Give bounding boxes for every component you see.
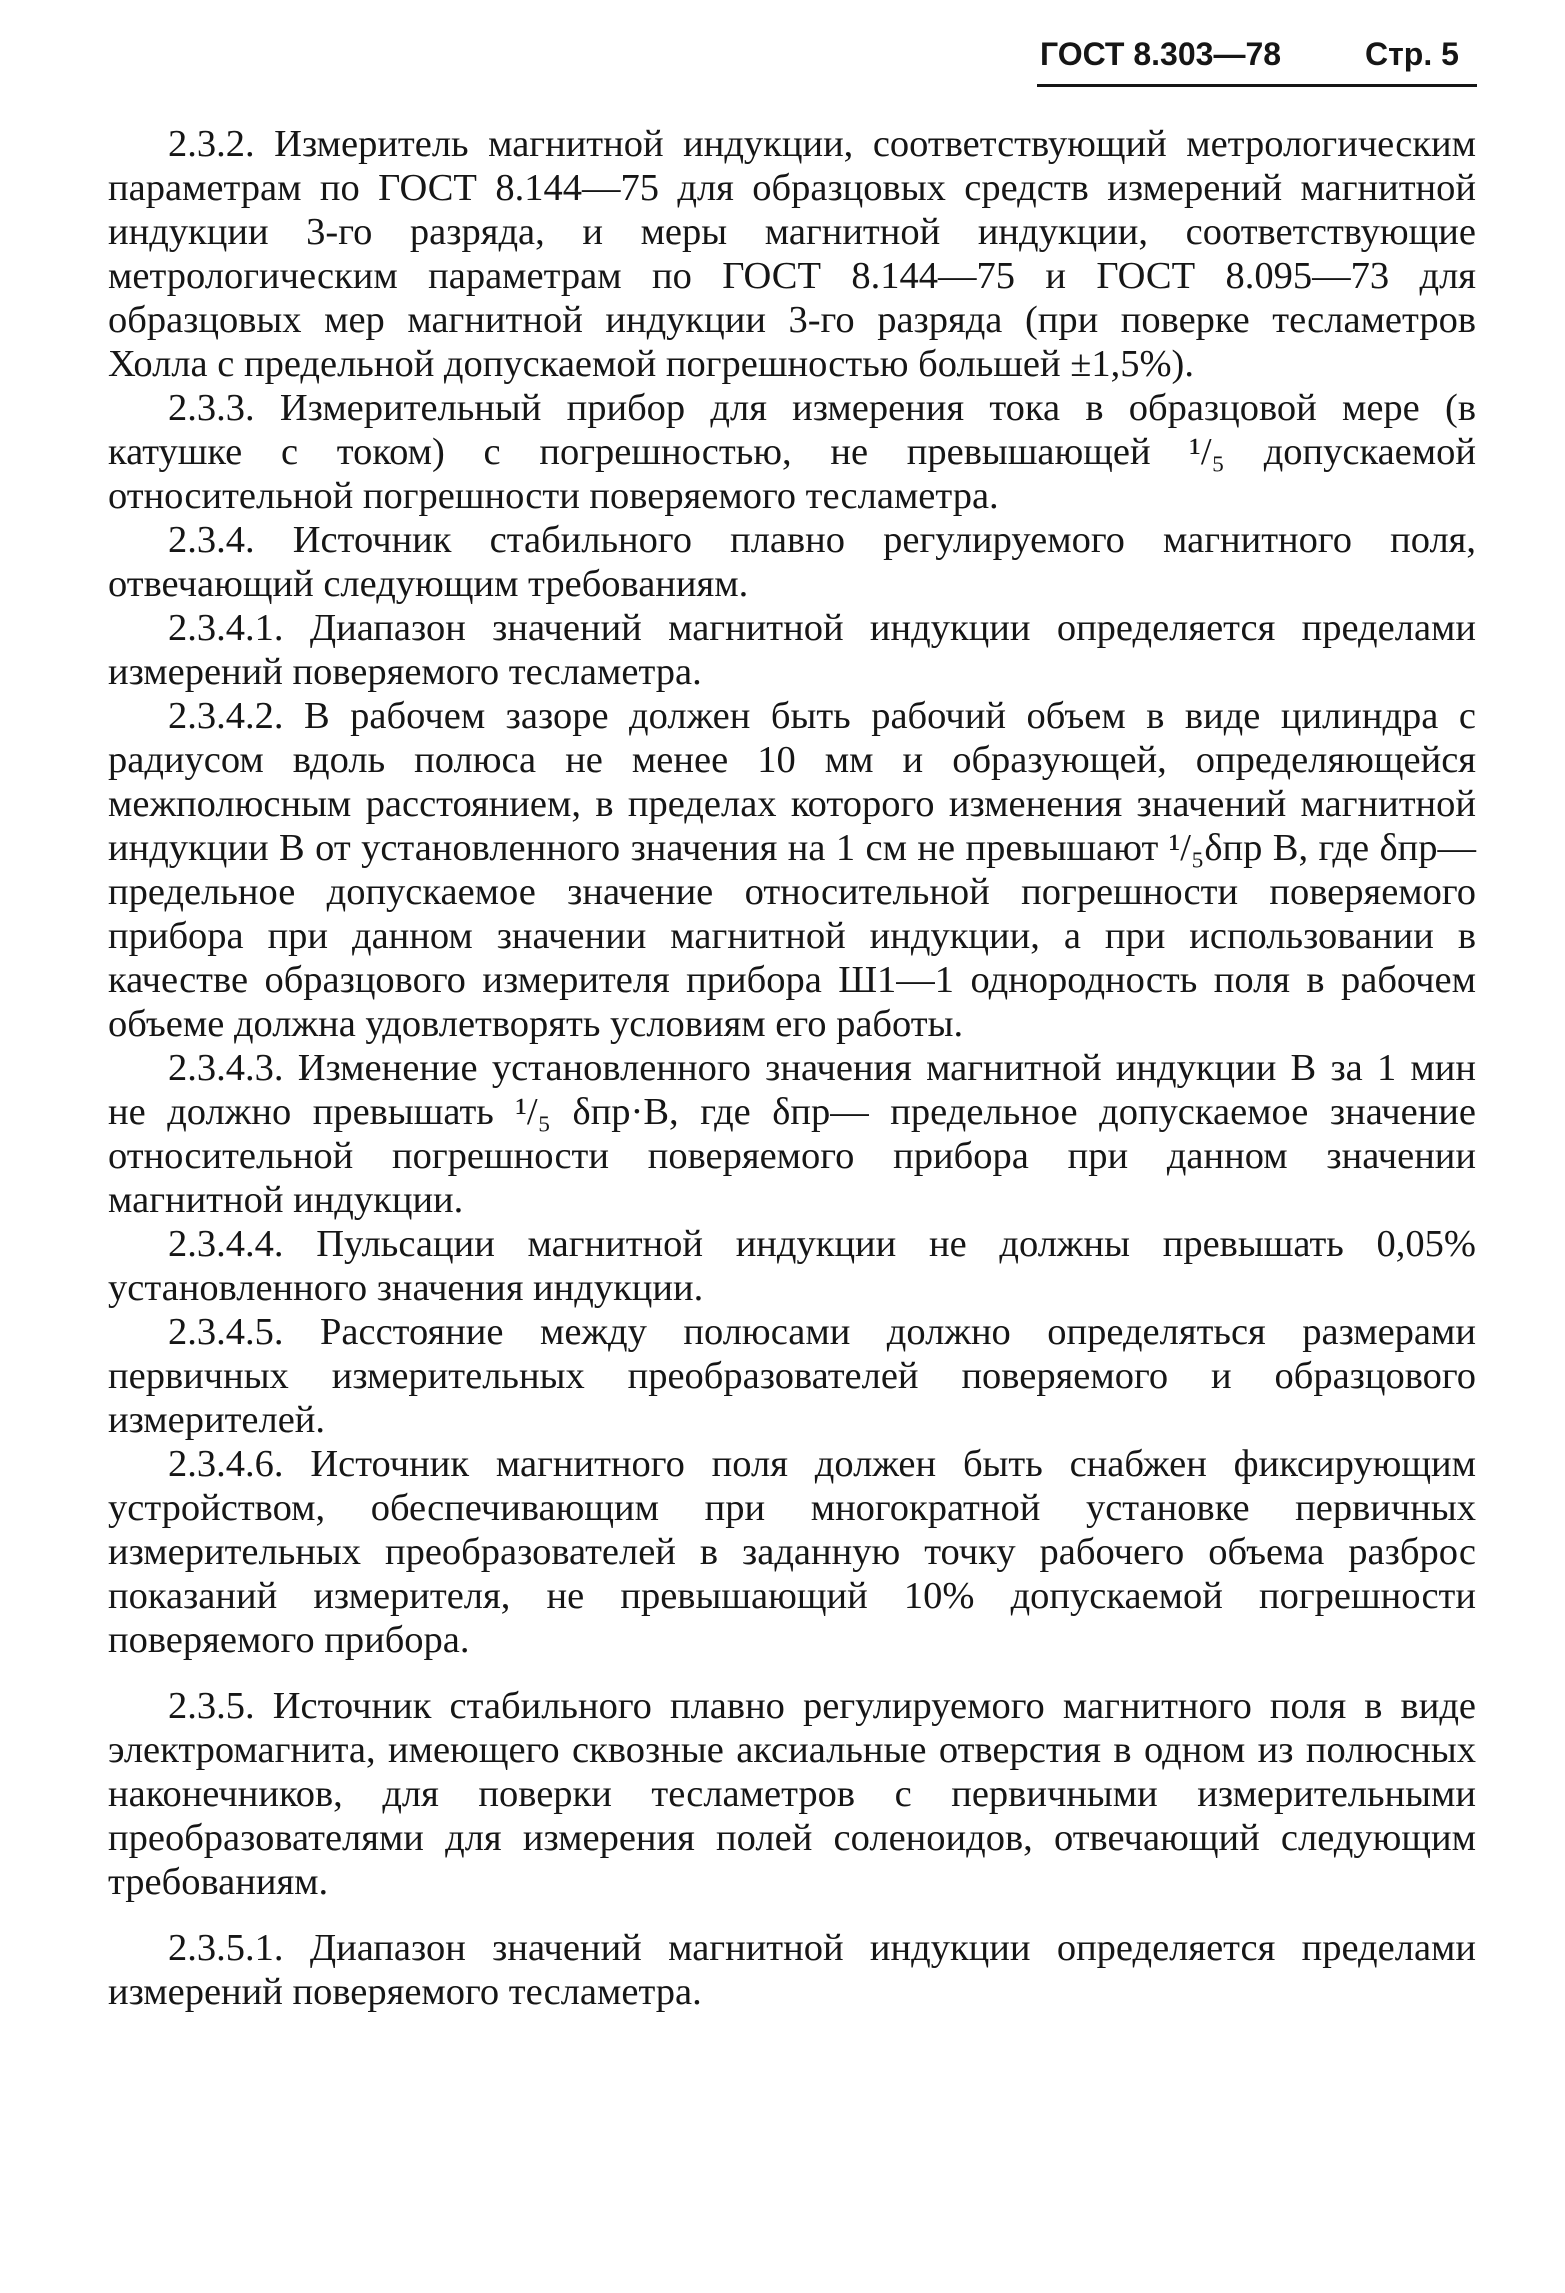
header-rule [1037,84,1477,87]
document-body [108,122,1476,2014]
paragraph-2-3-4-4: 2.3.4.4. Пульсации магнитной индукции не должны превышать 0,05% установленного значения индукции. [108,1223,1476,1309]
paragraph-2-3-4-5: 2.3.4.5. Расстояние между полюсами должно определяться размерами первичных измерительных преобразователей поверяемого и образцового измерителей. [108,1311,1476,1441]
paragraph-2-3-4: 2.3.4. Источник стабильного плавно регулируемого магнитного поля, отвечающий следующим требованиям. [108,519,1476,605]
paragraph-2-3-5-1: 2.3.5.1. Диапазон значений магнитной индукции определяется пределами измерений поверяемого тесламетра. [108,1927,1476,2013]
paragraph-2-3-3: 2.3.3. Измерительный прибор для измерения тока в образцовой мере (в катушке с током) с погрешностью, не превышающей ¹/₅ допускаемой относительной погрешности поверяемого тесламетра. [108,387,1476,517]
paragraph-2-3-4-6: 2.3.4.6. Источник магнитного поля должен быть снабжен фиксирующим устройством, обеспечивающим при многократной установке первичных измерительных преобразователей в заданную точку рабочего объема разброс показаний измерителя, не превышающий 10% допускаемой погрешности поверяемого прибора. [108,1443,1476,1661]
paragraph-2-3-4-2: 2.3.4.2. В рабочем зазоре должен быть рабочий объем в виде цилиндра с радиусом вдоль полюса не менее 10 мм и образующей, определяющейся межполюсным расстоянием, в пределах которого изменения значений магнитной индукции B от установленного значения на 1 см не превышают ¹/₅δпр B, где δпр— предельное допускаемое значение относительной погрешности поверяемого прибора при данном значении магнитной индукции, а при использовании в качестве образцового измерителя прибора Ш1—1 однородность поля в рабочем объеме должна удовлетворять условиям его работы. [108,695,1476,1045]
page-number: Стр. 5 [1365,36,1459,72]
paragraph-2-3-4-1: 2.3.4.1. Диапазон значений магнитной индукции определяется пределами измерений поверяемого тесламетра. [108,607,1476,693]
paragraph-2-3-4-3: 2.3.4.3. Изменение установленного значения магнитной индукции B за 1 мин не должно превышать ¹/₅ δпр·B, где δпр— предельное допускаемое значение относительной погрешности поверяемого прибора при данном значении магнитной индукции. [108,1047,1476,1221]
paragraph-2-3-5: 2.3.5. Источник стабильного плавно регулируемого магнитного поля в виде электромагнита, имеющего сквозные аксиальные отверстия в одном из полюсных наконечников, для поверки тесламетров с первичными измерительными преобразователями для измерения полей соленоидов, отвечающий следующим требованиям. [108,1685,1476,1903]
paragraph-2-3-2: 2.3.2. Измеритель магнитной индукции, соответствующий метрологическим параметрам по ГОСТ 8.144—75 для образцовых средств измерений магнитной индукции 3-го разряда, и меры магнитной индукции, соответствующие метрологическим параметрам по ГОСТ 8.144—75 и ГОСТ 8.095—73 для образцовых мер магнитной индукции 3-го разряда (при поверке тесламетров Холла с предельной допускаемой погрешностью большей ±1,5%). [108,123,1476,385]
standard-number: ГОСТ 8.303—78 [1040,36,1282,72]
